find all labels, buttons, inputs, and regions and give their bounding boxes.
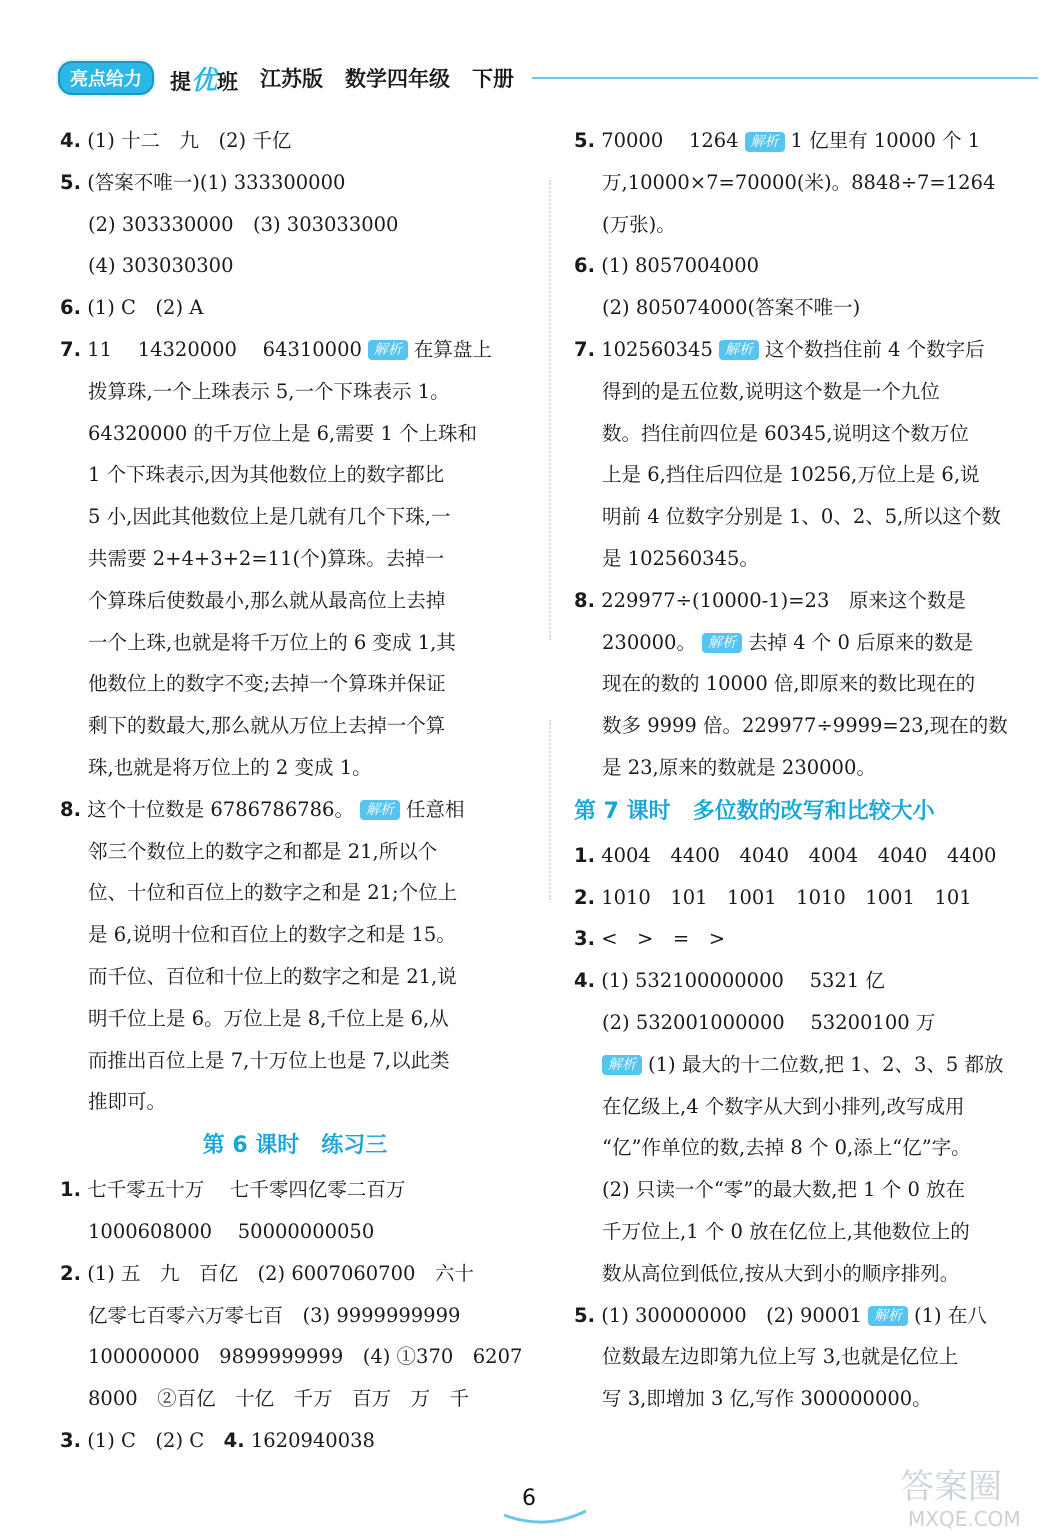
answer-line [574,1253,1034,1295]
answer-text: (1) 五 九 百亿 (2) 6007060700 六十 [87,1261,474,1285]
item-number: 2. [574,885,595,909]
answer-line [60,831,530,873]
answer-text: (2) 532001000000 53200100 万 [602,1010,936,1034]
answer-line [574,413,1034,455]
item-number: 1. [574,843,595,867]
analysis-text: (1) 在八 [914,1303,987,1327]
section-title: 第 6 课时 练习三 [202,1133,388,1159]
answer-text: 明前 4 位数字分别是 1、0、2、5,所以这个数 [602,505,1001,529]
answer-line [574,1336,1034,1378]
answer-text: 七千零五十万 七千零四亿零二百万 [87,1178,406,1202]
answer-text: (1) 532100000000 5321 亿 [601,969,885,993]
answer-text: 位、十位和百位上的数字之和是 21;个位上 [88,881,458,905]
item-number: 3. [574,927,595,951]
answer-text: 而千位、百位和十位上的数字之和是 21,说 [88,964,457,988]
answer-item [60,1253,530,1295]
analysis-text: 1 亿里有 10000 个 1 [790,129,981,152]
answer-text: 5 小,因此其他数位上是几就有几个下珠,一 [88,505,451,529]
item-number: 5. [574,1303,595,1327]
answer-line [60,1040,530,1082]
answer-text: 100000000 9899999999 (4) ①370 6207 [88,1345,523,1369]
title-ti: 提 [170,69,191,94]
answer-text: 一个上珠,也就是将千万位上的 6 变成 1,其 [88,630,456,654]
answer-text: 亿零七百零六万零七百 (3) 9999999999 [88,1303,461,1327]
right-column [574,120,1034,1420]
watermark-logo [890,1460,1050,1532]
page-header [58,56,1038,100]
answer-line [60,371,530,413]
answer-line [60,1336,530,1378]
answer-text: (1) 最大的十二位数,把 1、2、3、5 都放 [648,1052,1004,1076]
column-divider [549,180,551,640]
answer-text: (1) C (2) C [87,1428,224,1452]
item-number: 4. [574,969,595,993]
answer-item [574,835,1034,877]
section-title: 第 7 课时 多位数的改写和比较大小 [574,798,935,824]
answer-item [60,329,530,371]
answer-text: 4004 4400 4040 4004 4040 4400 [601,843,997,867]
answer-text: 数多 9999 倍。229977÷9999=23,现在的数 [602,714,1008,738]
answer-line [574,663,1034,705]
watermark-bottom: MXQE.COM [908,1507,1021,1531]
item-number: 3. [60,1428,81,1452]
item-number: 6. [574,254,595,278]
answer-text: 现在的数的 10000 倍,即原来的数比现在的 [602,672,976,696]
analysis-tag: 解析 [719,340,759,360]
answer-item [574,918,1034,960]
answer-text: (1) 十二 九 (2) 千亿 [87,129,292,152]
title-you: 优 [191,65,218,96]
item-number: 5. [574,129,595,152]
analysis-tag: 解析 [868,1306,908,1326]
answer-text: 102560345 [601,337,713,361]
answer-line [574,1169,1034,1211]
answer-item [60,287,530,329]
answer-text: 在亿级上,4 个数字从大到小排列,改写成用 [602,1094,965,1118]
answer-line [574,204,1034,246]
answer-text: 是 102560345。 [602,546,759,570]
answer-line [574,1127,1034,1169]
answer-text: “亿”作单位的数,去掉 8 个 0,添上“亿”字。 [602,1136,971,1160]
answer-line [574,1211,1034,1253]
answer-line [574,496,1034,538]
answer-text: 万,10000×7=70000(米)。8848÷7=1264 [602,170,996,194]
answer-text: 是 23,原来的数就是 230000。 [602,755,876,779]
answer-line [60,204,530,246]
answer-line [60,1378,530,1420]
answer-text: 11 14320000 64310000 [87,337,362,361]
item-number: 2. [60,1261,81,1285]
subject: 数学四年级 [345,67,451,91]
answer-line [60,538,530,580]
item-number: 7. [574,337,595,361]
answer-text: 230000。 [602,630,696,654]
answer-line [574,1002,1034,1044]
answer-line [60,1081,530,1123]
answer-item [60,120,530,162]
answer-text: < > = > [601,927,726,951]
answer-item [60,789,530,831]
answer-item [574,329,1034,371]
answer-text: 是 6,说明十位和百位上的数字之和是 15。 [88,923,456,947]
answer-text: (1) 8057004000 [601,254,760,278]
watermark-top: 答案圈 [900,1467,1002,1507]
answer-item [60,1420,530,1462]
analysis-text: 在算盘上 [413,337,492,361]
answer-text: (2) 只读一个“零”的最大数,把 1 个 0 放在 [602,1178,966,1202]
item-number: 4. [223,1428,245,1452]
column-divider [549,720,551,900]
answer-item [60,1169,530,1211]
answer-text: 1000608000 50000000050 [88,1219,375,1243]
page-number-swoosh [500,1505,590,1527]
answer-text: 70000 1264 [601,129,739,152]
answer-line [574,287,1034,329]
answer-item [574,120,1034,162]
answer-line [574,371,1034,413]
answer-text: 写 3,即增加 3 亿,写作 300000000。 [602,1387,932,1411]
answer-text: 64320000 的千万位上是 6,需要 1 个上珠和 [88,421,478,445]
answer-line [60,245,530,287]
answer-line [574,1044,1034,1086]
answer-line [574,454,1034,496]
answer-text: 229977÷(10000-1)=23 原来这个数是 [601,588,966,612]
answer-text: 个算珠后使数最小,那么就从最高位上去掉 [88,588,446,612]
answer-text: 共需要 2+4+3+2=11(个)算珠。去掉一 [88,546,445,570]
answer-line [60,705,530,747]
answer-text: 这个十位数是 6786786786。 [87,797,354,821]
analysis-tag: 解析 [745,132,785,152]
answer-text: (2) 805074000(答案不唯一) [602,296,861,320]
answer-item [60,162,530,204]
answer-line [60,914,530,956]
answer-text: 得到的是五位数,说明这个数是一个九位 [602,379,940,403]
left-column [60,120,530,1462]
title-ban: 班 [217,69,239,94]
answer-line [60,1211,530,1253]
analysis-text: 去掉 4 个 0 后原来的数是 [747,630,974,654]
header-rule [532,77,1038,79]
answer-line [574,538,1034,580]
volume: 下册 [472,67,515,91]
answer-text: (1) C (2) A [87,296,204,320]
answer-text: 8000 ②百亿 十亿 千万 百万 万 千 [88,1387,470,1411]
answer-line [60,413,530,455]
answer-text: 拨算珠,一个上珠表示 5,一个下珠表示 1。 [88,379,450,403]
answer-text: (答案不唯一)(1) 333300000 [87,170,346,194]
analysis-tag: 解析 [360,800,400,820]
answer-line [574,162,1034,204]
answer-line [574,1378,1034,1420]
answer-item [574,245,1034,287]
edition: 江苏版 [260,67,324,91]
answer-text: 珠,也就是将万位上的 2 变成 1。 [88,755,372,779]
answer-item [574,877,1034,919]
book-title [170,60,238,97]
answer-text: (万张)。 [602,212,676,236]
answer-text: (2) 303330000 (3) 303033000 [88,212,399,236]
analysis-tag: 解析 [702,633,742,653]
answer-line [60,998,530,1040]
brand-badge: 亮点给力 [58,61,154,95]
answer-line [574,747,1034,789]
answer-line [574,622,1034,664]
answer-line [60,622,530,664]
answer-text: 1 个下珠表示,因为其他数位上的数字都比 [88,463,445,487]
answer-text: 他数位上的数字不变;去掉一个算珠并保证 [88,672,446,696]
item-number: 6. [60,296,81,320]
item-number: 1. [60,1178,81,1202]
answer-text: (4) 303030300 [88,254,234,278]
item-number: 4. [60,129,81,152]
answer-item [574,1295,1034,1337]
answer-text: 数从高位到低位,按从大到小的顺序排列。 [602,1261,960,1285]
answer-line [60,747,530,789]
answer-text: 位数最左边即第九位上写 3,也就是亿位上 [602,1345,959,1369]
answer-line [60,580,530,622]
answer-line [574,1086,1034,1128]
analysis-tag: 解析 [368,340,408,360]
answer-text: 1010 101 1001 1010 1001 101 [601,885,972,909]
answer-text: 推即可。 [88,1090,167,1114]
page-number: 6 [522,1486,536,1511]
analysis-text: 这个数挡住前 4 个数字后 [764,337,985,361]
answer-text: 明千位上是 6。万位上是 8,千位上是 6,从 [88,1006,449,1030]
answer-line [60,956,530,998]
answer-item [574,960,1034,1002]
answer-text: 而推出百位上是 7,十万位上也是 7,以此类 [88,1048,450,1072]
answer-line [574,705,1034,747]
analysis-tag: 解析 [602,1055,642,1075]
answer-text: 数。挡住前四位是 60345,说明这个数万位 [602,421,969,445]
answer-text: 千万位上,1 个 0 放在亿位上,其他数位上的 [602,1219,970,1243]
answer-text: 邻三个数位上的数字之和都是 21,所以个 [88,839,438,863]
item-number: 8. [60,797,81,821]
answer-line [60,663,530,705]
answer-text: 1620940038 [244,1428,375,1452]
item-number: 5. [60,170,81,194]
answer-text: 上是 6,挡住后四位是 10256,万位上是 6,说 [602,463,980,487]
analysis-text: 任意相 [405,797,465,821]
answer-line [60,496,530,538]
item-number: 8. [574,588,595,612]
answer-text: (1) 300000000 (2) 90001 [601,1303,863,1327]
answer-line [60,454,530,496]
answer-line [60,872,530,914]
answer-text: 剩下的数最大,那么就从万位上去掉一个算 [88,714,446,738]
answer-line [60,1295,530,1337]
item-number: 7. [60,337,81,361]
answer-item [574,580,1034,622]
